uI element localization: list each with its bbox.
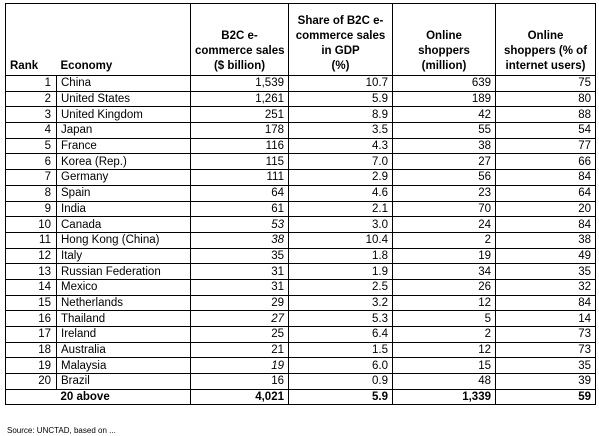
cell-rank: 1 [6, 76, 57, 92]
cell-rank: 14 [6, 279, 57, 295]
cell-share-gdp: 4.3 [289, 138, 393, 154]
cell-rank: 5 [6, 138, 57, 154]
cell-b2c-sales: 178 [191, 123, 289, 139]
cell-online-shoppers-pct: 80 [496, 91, 596, 107]
cell-online-shoppers: 70 [393, 201, 496, 217]
cell-share-gdp: 1.8 [289, 248, 393, 264]
cell-share-gdp: 8.9 [289, 107, 393, 123]
header-b2c-sales [191, 4, 289, 76]
cell-online-shoppers-pct: 73 [496, 327, 596, 343]
cell-online-shoppers-pct: 32 [496, 279, 596, 295]
cell-share-gdp: 5.3 [289, 311, 393, 327]
cell-rank: 4 [6, 123, 57, 139]
cell-rank: 3 [6, 107, 57, 123]
cell-economy: Netherlands [57, 295, 191, 311]
cell-b2c-sales: 29 [191, 295, 289, 311]
cell-online-shoppers-pct: 38 [496, 232, 596, 248]
cell-share-gdp: 3.2 [289, 295, 393, 311]
cell-economy: Australia [57, 342, 191, 358]
cell-economy: United Kingdom [57, 107, 191, 123]
cell-b2c-sales: 53 [191, 217, 289, 233]
header-online-shoppers-pct-line-3: internet users) [505, 60, 586, 72]
total-sales: 4,021 [191, 389, 289, 405]
header-online-shoppers-pct-line-2: shoppers (% of [503, 45, 588, 57]
cell-online-shoppers: 48 [393, 374, 496, 390]
cell-b2c-sales: 61 [191, 201, 289, 217]
cell-share-gdp: 2.1 [289, 201, 393, 217]
cell-rank: 17 [6, 327, 57, 343]
cell-b2c-sales: 27 [191, 311, 289, 327]
cell-online-shoppers: 23 [393, 185, 496, 201]
cell-share-gdp: 1.9 [289, 264, 393, 280]
table-row [6, 201, 596, 217]
table-row [6, 138, 596, 154]
cell-online-shoppers: 12 [393, 295, 496, 311]
table-body [6, 76, 596, 390]
cell-share-gdp: 3.5 [289, 123, 393, 139]
table-row [6, 91, 596, 107]
cell-online-shoppers: 19 [393, 248, 496, 264]
header-share-gdp-line-2: commerce sales [295, 30, 386, 42]
cell-online-shoppers: 639 [393, 76, 496, 92]
header-economy: Economy [57, 4, 191, 76]
cell-rank: 9 [6, 201, 57, 217]
cell-b2c-sales: 116 [191, 138, 289, 154]
cell-share-gdp: 0.9 [289, 374, 393, 390]
cell-rank: 7 [6, 170, 57, 186]
cell-rank: 2 [6, 91, 57, 107]
cell-b2c-sales: 1,539 [191, 76, 289, 92]
cell-share-gdp: 10.4 [289, 232, 393, 248]
header-row [6, 4, 596, 76]
table-row [6, 185, 596, 201]
cell-online-shoppers: 5 [393, 311, 496, 327]
cell-online-shoppers-pct: 84 [496, 170, 596, 186]
table-row [6, 295, 596, 311]
cell-rank: 11 [6, 232, 57, 248]
cell-online-shoppers: 34 [393, 264, 496, 280]
table-row [6, 154, 596, 170]
header-share-gdp-line-4: (%) [331, 60, 350, 72]
cell-rank: 10 [6, 217, 57, 233]
cell-rank: 12 [6, 248, 57, 264]
total-economy: 20 above [57, 389, 191, 405]
cell-economy: Ireland [57, 327, 191, 343]
table-row [6, 327, 596, 343]
cell-economy: Korea (Rep.) [57, 154, 191, 170]
total-pct: 59 [496, 389, 596, 405]
cell-online-shoppers: 56 [393, 170, 496, 186]
cell-online-shoppers-pct: 35 [496, 264, 596, 280]
table-row [6, 107, 596, 123]
cell-online-shoppers: 42 [393, 107, 496, 123]
cell-b2c-sales: 31 [191, 279, 289, 295]
table-row [6, 264, 596, 280]
table-row [6, 311, 596, 327]
cell-online-shoppers-pct: 64 [496, 185, 596, 201]
cell-share-gdp: 10.7 [289, 76, 393, 92]
cell-b2c-sales: 19 [191, 358, 289, 374]
cell-share-gdp: 6.4 [289, 327, 393, 343]
cell-rank: 19 [6, 358, 57, 374]
cell-share-gdp: 4.6 [289, 185, 393, 201]
header-online-shoppers-line-1: Online [426, 30, 462, 42]
cell-economy: Spain [57, 185, 191, 201]
cell-share-gdp: 1.5 [289, 342, 393, 358]
table-row [6, 123, 596, 139]
table-row [6, 76, 596, 92]
cell-economy: Mexico [57, 279, 191, 295]
cell-online-shoppers-pct: 77 [496, 138, 596, 154]
cell-online-shoppers: 38 [393, 138, 496, 154]
cell-online-shoppers: 55 [393, 123, 496, 139]
source-note: Source: UNCTAD, based on ... [7, 426, 116, 435]
cell-economy: Russian Federation [57, 264, 191, 280]
cell-b2c-sales: 1,261 [191, 91, 289, 107]
table-row [6, 279, 596, 295]
cell-online-shoppers-pct: 39 [496, 374, 596, 390]
cell-rank: 6 [6, 154, 57, 170]
cell-economy: Germany [57, 170, 191, 186]
cell-b2c-sales: 115 [191, 154, 289, 170]
cell-share-gdp: 3.0 [289, 217, 393, 233]
cell-economy: Japan [57, 123, 191, 139]
cell-online-shoppers: 26 [393, 279, 496, 295]
header-rank: Rank [6, 4, 57, 76]
cell-economy: China [57, 76, 191, 92]
cell-online-shoppers-pct: 54 [496, 123, 596, 139]
cell-economy: Canada [57, 217, 191, 233]
ecommerce-ranking-table [5, 3, 596, 405]
header-online-shoppers-line-3: (million) [421, 60, 467, 72]
cell-online-shoppers: 12 [393, 342, 496, 358]
cell-online-shoppers-pct: 66 [496, 154, 596, 170]
table-row [6, 232, 596, 248]
header-share-gdp-line-1: Share of B2C e- [297, 15, 384, 27]
cell-online-shoppers-pct: 75 [496, 76, 596, 92]
total-row [6, 389, 596, 405]
cell-rank: 18 [6, 342, 57, 358]
header-online-shoppers-line-2: shoppers [418, 45, 470, 57]
cell-online-shoppers: 15 [393, 358, 496, 374]
cell-online-shoppers-pct: 88 [496, 107, 596, 123]
cell-rank: 8 [6, 185, 57, 201]
cell-economy: Hong Kong (China) [57, 232, 191, 248]
cell-online-shoppers: 24 [393, 217, 496, 233]
cell-rank: 13 [6, 264, 57, 280]
ecommerce-table-container [5, 3, 595, 405]
cell-economy: France [57, 138, 191, 154]
table-row [6, 217, 596, 233]
header-share-gdp [289, 4, 393, 76]
cell-share-gdp: 2.5 [289, 279, 393, 295]
table-header [6, 4, 596, 76]
cell-online-shoppers-pct: 73 [496, 342, 596, 358]
cell-economy: United States [57, 91, 191, 107]
cell-online-shoppers: 2 [393, 327, 496, 343]
cell-b2c-sales: 111 [191, 170, 289, 186]
header-b2c-sales-line-2: commerce sales [195, 45, 285, 57]
table-row [6, 342, 596, 358]
cell-share-gdp: 7.0 [289, 154, 393, 170]
cell-b2c-sales: 31 [191, 264, 289, 280]
cell-economy: India [57, 201, 191, 217]
header-online-shoppers [393, 4, 496, 76]
header-online-shoppers-pct-line-1: Online [527, 30, 564, 42]
cell-online-shoppers-pct: 35 [496, 358, 596, 374]
cell-rank: 15 [6, 295, 57, 311]
cell-online-shoppers: 2 [393, 232, 496, 248]
total-rank [6, 389, 57, 405]
header-b2c-sales-line-1: B2C e- [221, 30, 258, 42]
table-footer [6, 389, 596, 405]
cell-share-gdp: 6.0 [289, 358, 393, 374]
cell-b2c-sales: 35 [191, 248, 289, 264]
cell-online-shoppers-pct: 14 [496, 311, 596, 327]
cell-economy: Brazil [57, 374, 191, 390]
header-online-shoppers-pct [496, 4, 596, 76]
cell-economy: Thailand [57, 311, 191, 327]
cell-online-shoppers: 189 [393, 91, 496, 107]
cell-b2c-sales: 25 [191, 327, 289, 343]
cell-share-gdp: 5.9 [289, 91, 393, 107]
cell-economy: Malaysia [57, 358, 191, 374]
cell-b2c-sales: 38 [191, 232, 289, 248]
total-shoppers: 1,339 [393, 389, 496, 405]
cell-online-shoppers: 27 [393, 154, 496, 170]
header-share-gdp-line-3: in GDP [321, 45, 360, 57]
total-share: 5.9 [289, 389, 393, 405]
table-row [6, 248, 596, 264]
cell-online-shoppers-pct: 20 [496, 201, 596, 217]
cell-rank: 16 [6, 311, 57, 327]
cell-b2c-sales: 21 [191, 342, 289, 358]
table-row [6, 358, 596, 374]
cell-b2c-sales: 16 [191, 374, 289, 390]
table-row [6, 374, 596, 390]
cell-b2c-sales: 251 [191, 107, 289, 123]
cell-online-shoppers-pct: 84 [496, 217, 596, 233]
cell-online-shoppers-pct: 84 [496, 295, 596, 311]
cell-b2c-sales: 64 [191, 185, 289, 201]
table-row [6, 170, 596, 186]
cell-economy: Italy [57, 248, 191, 264]
cell-online-shoppers-pct: 49 [496, 248, 596, 264]
header-b2c-sales-line-3: ($ billion) [213, 60, 266, 72]
cell-share-gdp: 2.9 [289, 170, 393, 186]
cell-rank: 20 [6, 374, 57, 390]
